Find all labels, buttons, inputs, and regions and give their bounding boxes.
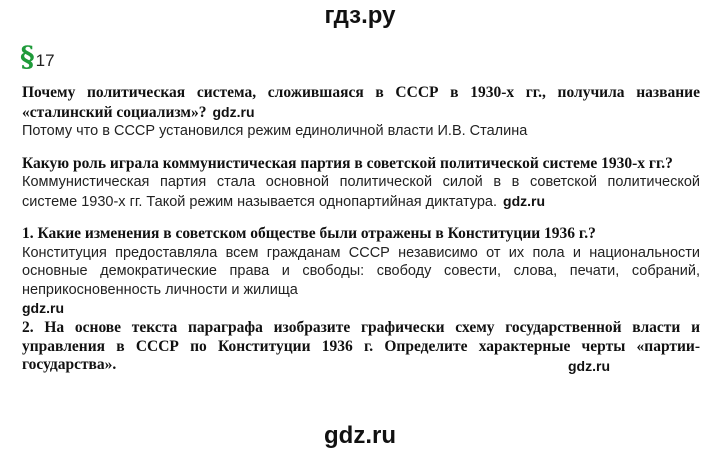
answer-2: [22, 173, 700, 211]
document-body: [22, 84, 700, 389]
answer-1: Потому что в СССР установился режим единоличной власти И.В. Сталина: [22, 123, 528, 139]
watermark-overlay: gdz.ru: [568, 358, 610, 374]
watermark-line: gdz.ru: [22, 300, 64, 316]
question-4: 2. На основе текста параграфа изобразите графически схему государственной власти и управления в СССР по Конституции 1936 г. Определите характерные черты «партии-государства».: [22, 319, 700, 373]
qa-block-3: [22, 225, 700, 317]
answer-text: Коммунистическая партия стала основной политической силой в в советской политической системе 1930-х гг. Такой режим называется однопартийная диктатура.: [22, 174, 700, 210]
question-1: [22, 84, 700, 122]
qa-block-1: [22, 84, 700, 141]
watermark-inline: gdz.ru: [212, 103, 255, 120]
section-heading: [20, 40, 55, 73]
question-text: Почему политическая система, сложившаяся в СССР в 1930-х гг., получила название «сталинский социализм»?: [22, 84, 700, 121]
site-watermark-bottom: gdz.ru: [324, 422, 396, 449]
answer-3: Конституция предоставляла всем гражданам СССР независимо от их пола и национальности основные демократические права и свободы: свободу совести, слова, печати, собраний, неприкосновенность личности и жилища: [22, 244, 700, 298]
question-3: 1. Какие изменения в советском обществе были отражены в Конституции 1936 г.?: [22, 225, 596, 242]
watermark-inline: gdz.ru: [503, 192, 546, 209]
section-number: 17: [35, 51, 55, 70]
qa-block-2: [22, 155, 700, 212]
section-sign-icon: §: [20, 40, 35, 73]
question-2: Какую роль играла коммунистическая партия в советской политической системе 1930-х гг.?: [22, 154, 673, 172]
site-watermark-top: гдз.ру: [324, 2, 396, 29]
